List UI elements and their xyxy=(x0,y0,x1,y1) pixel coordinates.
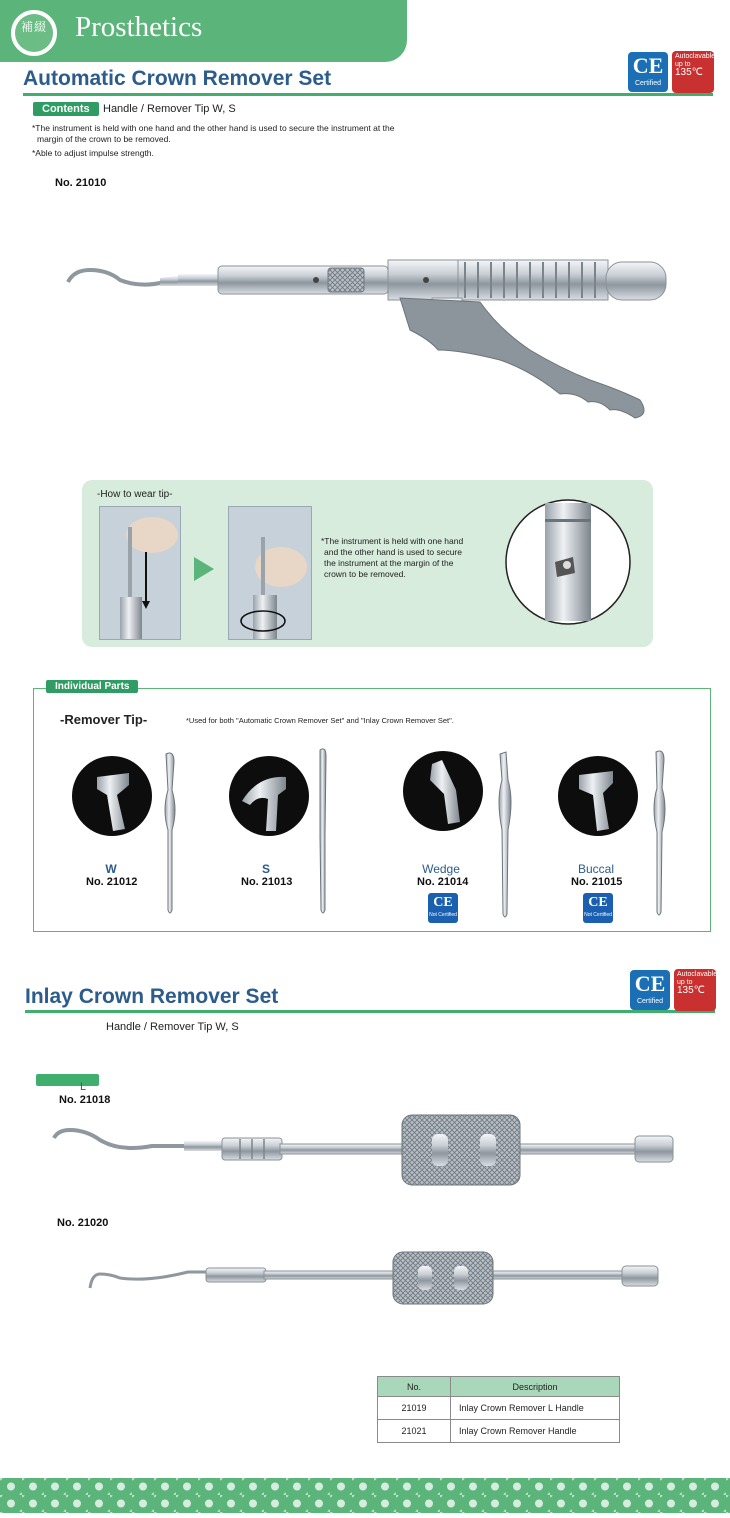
tip-w-name: W xyxy=(105,862,117,876)
howto-text-4: crown to be removed. xyxy=(324,569,406,579)
autoclavable-badge xyxy=(674,969,716,1011)
section-title-automatic: Automatic Crown Remover Set xyxy=(23,67,332,90)
not-certified-caption: Not Certified xyxy=(429,912,457,918)
autoclave-temp: 135℃ xyxy=(675,67,703,78)
table-header-row xyxy=(378,1377,620,1397)
part-no-21010: No. 21010 xyxy=(55,177,107,189)
contents-text: Handle / Remover Tip W, S xyxy=(103,103,236,115)
howto-text-3: the instrument at the margin of the xyxy=(324,558,454,568)
ce-caption: Certified xyxy=(634,80,662,87)
tip-buccal-no: No. 21015 xyxy=(571,876,623,888)
howto-text-1: *The instrument is held with one hand xyxy=(321,536,464,546)
table-row xyxy=(378,1420,620,1443)
ce-mark-crossed: CE xyxy=(433,895,453,910)
row-desc: Inlay Crown Remover Handle xyxy=(451,1420,620,1443)
arrow-right-icon xyxy=(194,557,214,581)
remover-tip-note: *Used for both "Automatic Crown Remover Set" and "Inlay Crown Remover Set". xyxy=(186,716,454,725)
row-desc: Inlay Crown Remover L Handle xyxy=(451,1397,620,1420)
autoclave-line1: Autoclavable xyxy=(675,53,716,60)
tip-s-instrument xyxy=(314,746,332,918)
inlay-contents-text: Handle / Remover Tip W, S xyxy=(106,1021,239,1033)
remover-tip-title: -Remover Tip- xyxy=(60,712,148,727)
tip-buccal-instrument xyxy=(648,748,672,920)
section-divider xyxy=(25,1010,715,1013)
contents-label: Contents xyxy=(33,102,99,116)
part-no-21020: No. 21020 xyxy=(57,1217,109,1229)
howto-photo-rotate xyxy=(228,506,312,640)
part-no-21018: No. 21018 xyxy=(59,1094,111,1106)
row-no: 21019 xyxy=(378,1397,451,1420)
autoclavable-badge xyxy=(672,51,714,93)
note-2: *Able to adjust impulse strength. xyxy=(32,148,154,158)
row-no: 21021 xyxy=(378,1420,451,1443)
tip-buccal-name: Buccal xyxy=(577,862,615,876)
col-desc-header: Description xyxy=(451,1377,620,1397)
tip-w-closeup xyxy=(71,755,153,837)
howto-text-2: and the other hand is used to secure xyxy=(324,547,462,557)
note-1a: *The instrument is held with one hand and the other hand is used to secure the instrument at the xyxy=(32,123,395,133)
ce-certified-badge xyxy=(628,52,668,92)
section-divider xyxy=(23,93,713,96)
tip-s-no: No. 21013 xyxy=(241,876,293,888)
col-no-header: No. xyxy=(378,1377,451,1397)
page-title: Prosthetics xyxy=(75,11,203,43)
tip-s-name: S xyxy=(261,862,270,876)
howto-photo-insert xyxy=(99,506,181,640)
ce-certified-badge xyxy=(630,970,670,1010)
autoclave-line1: Autoclavable xyxy=(677,971,718,978)
not-certified-badge xyxy=(428,893,458,923)
prosthetics-emblem xyxy=(9,8,59,58)
tip-w-instrument xyxy=(160,750,182,918)
automatic-crown-remover-image xyxy=(60,240,675,425)
tip-closeup-circle xyxy=(503,497,633,627)
tip-wedge-name: Wedge xyxy=(422,862,460,876)
tip-s-closeup xyxy=(228,755,310,837)
emblem-chars: 補綴 xyxy=(20,20,47,34)
tip-wedge-no: No. 21014 xyxy=(417,876,469,888)
inlay-pill-label: L xyxy=(80,1081,87,1093)
tip-buccal-closeup xyxy=(557,755,639,837)
inlay-remover-image xyxy=(88,1248,663,1308)
not-certified-badge xyxy=(583,893,613,923)
not-certified-caption: Not Certified xyxy=(584,912,612,918)
autoclave-line2: up to xyxy=(675,61,691,68)
autoclave-line2: up to xyxy=(677,979,693,986)
ce-mark-crossed: CE xyxy=(588,895,608,910)
ce-caption: Certified xyxy=(636,998,664,1005)
footer-pattern-band xyxy=(0,1478,730,1513)
inlay-pill xyxy=(36,1074,99,1086)
individual-parts-label: Individual Parts xyxy=(46,680,138,693)
tip-wedge-instrument xyxy=(494,750,516,922)
autoclave-temp: 135℃ xyxy=(677,985,705,996)
table-row xyxy=(378,1397,620,1420)
tip-wedge-closeup xyxy=(402,750,484,832)
header-banner xyxy=(0,0,407,62)
ce-mark: CE xyxy=(632,53,664,78)
tip-w-no: No. 21012 xyxy=(86,876,138,888)
inlay-remover-l-image xyxy=(52,1110,677,1190)
note-1b: margin of the crown to be removed. xyxy=(37,134,171,144)
how-to-title: -How to wear tip- xyxy=(97,489,173,500)
section-title-inlay: Inlay Crown Remover Set xyxy=(25,985,279,1008)
ce-mark: CE xyxy=(634,971,666,996)
description-table xyxy=(377,1376,620,1443)
